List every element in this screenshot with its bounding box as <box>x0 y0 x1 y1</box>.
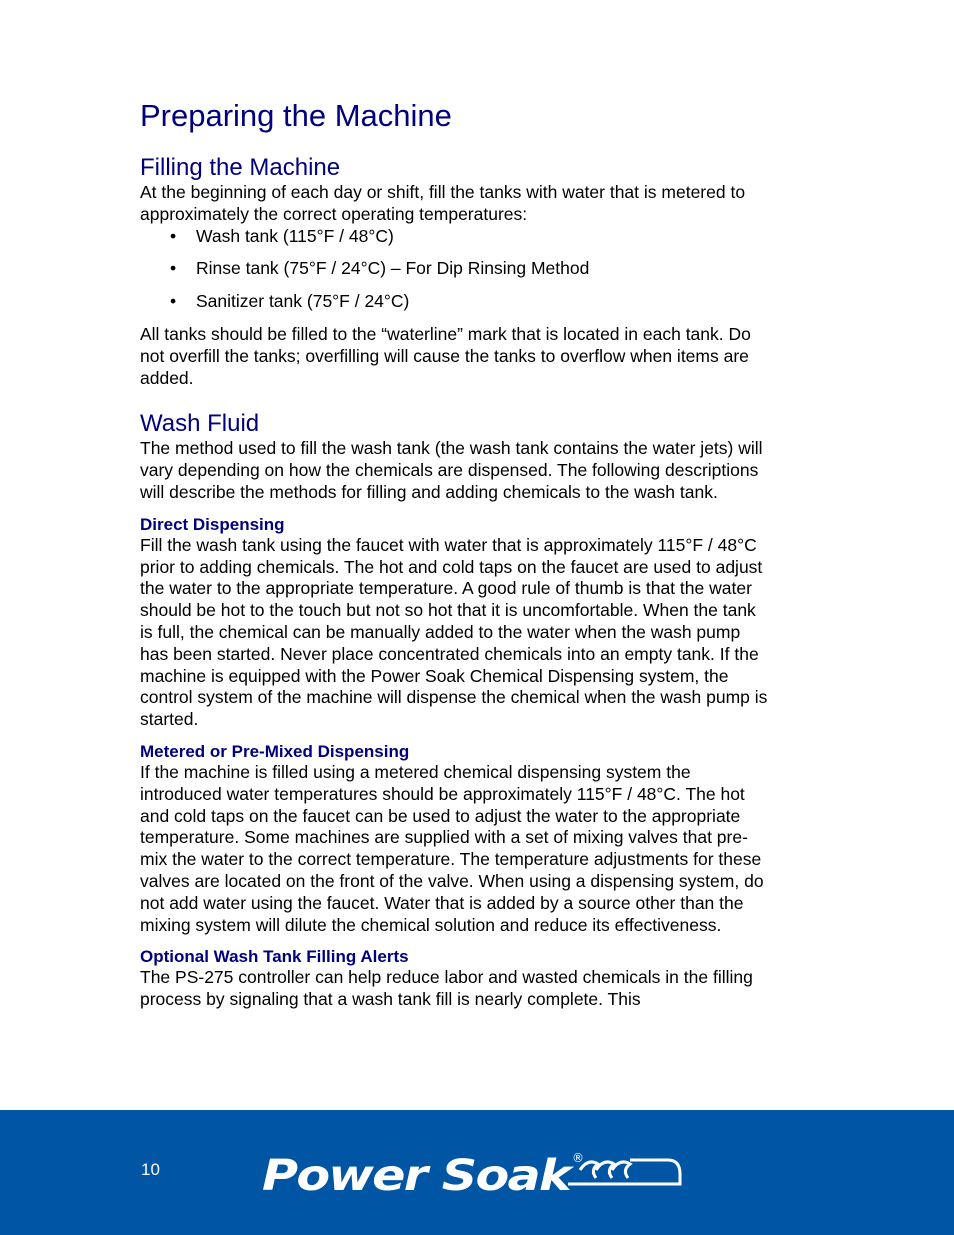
metered-dispensing-heading: Metered or Pre-Mixed Dispensing <box>140 741 410 761</box>
direct-dispensing-heading: Direct Dispensing <box>140 514 285 534</box>
list-item <box>140 291 770 313</box>
filling-heading: Filling the Machine <box>140 154 341 181</box>
page-footer <box>0 1110 954 1235</box>
power-soak-waves-icon <box>568 1160 680 1184</box>
metered-dispensing-body: If the machine is filled using a metered chemical dispensing system the introduced water temperatures should be approximately 115°F / 48°C. The hot and cold taps on the faucet can be used to adjust the water to the appropriate temperature. Some machines are supplied with a set of mixing valves that pre-mix the water to the correct temperature. The temperature adjustments for these valves are located on the front of the valve. When using a dispensing system, do not add water using the faucet. Water that is added by a source other than the mixing system will dilute the chemical solution and reduce its effectiveness. <box>140 761 764 935</box>
page-title: Preparing the Machine <box>140 98 452 133</box>
list-item <box>140 226 770 248</box>
power-soak-logo <box>262 1146 684 1198</box>
list-item-text: Rinse tank (75°F / 24°C) – For Dip Rinsing Method <box>196 258 590 279</box>
bullet-icon: • <box>170 258 177 279</box>
bullet-icon: • <box>170 291 177 312</box>
list-item-text: Sanitizer tank (75°F / 24°C) <box>196 291 410 312</box>
logo-wordmark: Power Soak <box>262 1151 575 1198</box>
filling-intro: At the beginning of each day or shift, fill the tanks with water that is metered to approximately the correct operating temperatures: <box>140 182 746 224</box>
registered-mark: ® <box>572 1151 584 1165</box>
direct-dispensing-body: Fill the wash tank using the faucet with water that is approximately 115°F / 48°C prior to adding chemicals. The hot and cold taps on the faucet are used to adjust the water to the appropriate temperature. A good rule of thumb is that the water should be hot to the touch but not so hot that it is uncomfortable. When the tank is full, the chemical can be manually added to the water when the wash pump has been started. Never place concentrated chemicals into an empty tank. If the machine is equipped with the Power Soak Chemical Dispensing system, the control system of the machine will dispense the chemical when the wash pump is started. <box>140 534 768 730</box>
page-number: 10 <box>141 1160 160 1179</box>
list-item-text: Wash tank (115°F / 48°C) <box>196 225 394 246</box>
tank-temperature-list <box>140 226 770 313</box>
wash-fluid-intro: The method used to fill the wash tank (the wash tank contains the water jets) will vary depending on how the chemicals are dispensed. The following descriptions will describe the methods for filling and adding chemicals to the wash tank. <box>140 438 763 502</box>
list-item <box>140 258 770 280</box>
page-content <box>140 96 770 1011</box>
filling-note: All tanks should be filled to the “waterline” mark that is located in each tank. Do not overfill the tanks; overfilling will cause the tanks to overflow when items are added. <box>140 323 751 388</box>
filling-alerts-heading: Optional Wash Tank Filling Alerts <box>140 947 409 967</box>
wash-fluid-heading: Wash Fluid <box>140 410 260 438</box>
filling-alerts-body: The PS-275 controller can help reduce labor and wasted chemicals in the filling process by signaling that a wash tank fill is nearly complete. This <box>140 967 753 1010</box>
bullet-icon: • <box>170 225 177 246</box>
